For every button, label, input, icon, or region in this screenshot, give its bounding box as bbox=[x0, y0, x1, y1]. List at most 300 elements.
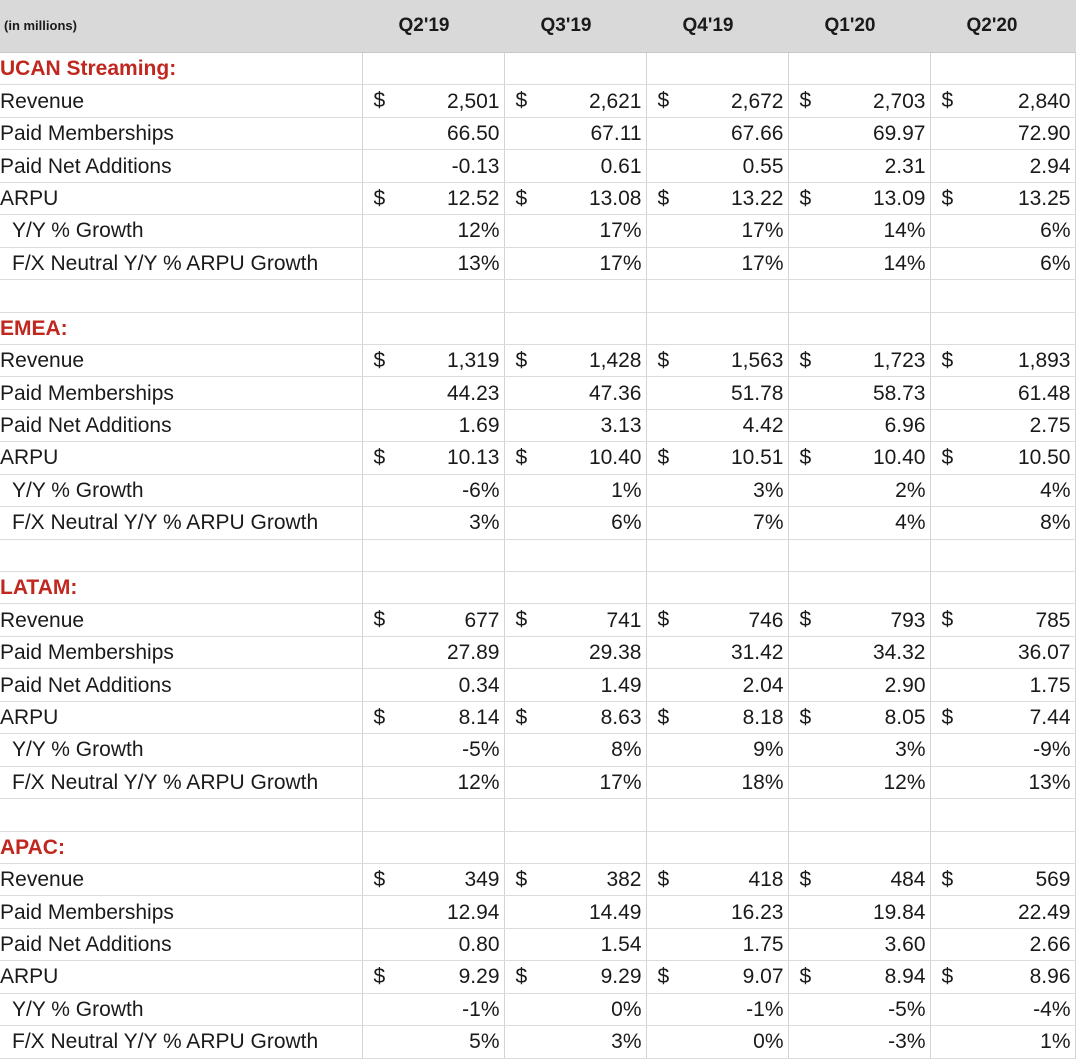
cell-value: 44.23 bbox=[446, 381, 500, 405]
cell-value: 785 bbox=[1035, 608, 1071, 632]
value-cell bbox=[930, 247, 1075, 279]
cell-value: 10.51 bbox=[730, 446, 784, 470]
cell-value: 2,840 bbox=[1017, 89, 1071, 113]
currency-symbol: $ bbox=[657, 348, 670, 372]
spacer-row bbox=[0, 280, 1075, 312]
value-cell bbox=[362, 604, 504, 636]
cell-value: 8.14 bbox=[458, 705, 500, 729]
currency-symbol: $ bbox=[799, 446, 812, 470]
cell-value: 0.61 bbox=[600, 154, 642, 178]
value-cell bbox=[362, 896, 504, 928]
cell-value: 14% bbox=[883, 251, 926, 275]
table-row bbox=[0, 928, 1075, 960]
value-cell bbox=[362, 961, 504, 993]
cell-value: 418 bbox=[748, 868, 784, 892]
table-row bbox=[0, 863, 1075, 895]
value-cell bbox=[362, 507, 504, 539]
value-cell bbox=[788, 117, 930, 149]
value-cell bbox=[930, 85, 1075, 117]
currency-symbol: $ bbox=[799, 348, 812, 372]
value-cell bbox=[362, 442, 504, 474]
value-cell bbox=[788, 604, 930, 636]
value-cell bbox=[362, 247, 504, 279]
row-label: Paid Net Additions bbox=[0, 150, 362, 182]
cell-value: 2.31 bbox=[884, 154, 926, 178]
cell-value: 61.48 bbox=[1017, 381, 1071, 405]
cell-value: 4.42 bbox=[742, 414, 784, 438]
cell-value: 58.73 bbox=[872, 381, 926, 405]
value-cell bbox=[788, 150, 930, 182]
row-label: F/X Neutral Y/Y % ARPU Growth bbox=[0, 247, 362, 279]
empty-cell bbox=[930, 831, 1075, 863]
currency-symbol: $ bbox=[941, 186, 954, 210]
cell-value: 10.40 bbox=[588, 446, 642, 470]
empty-cell bbox=[0, 539, 362, 571]
cell-value: 10.50 bbox=[1017, 446, 1071, 470]
value-cell bbox=[788, 85, 930, 117]
cell-value: 17% bbox=[599, 219, 642, 243]
currency-symbol: $ bbox=[941, 965, 954, 989]
cell-value: 22.49 bbox=[1017, 900, 1071, 924]
cell-value: 3% bbox=[611, 1030, 642, 1054]
row-label: Y/Y % Growth bbox=[0, 993, 362, 1025]
currency-symbol: $ bbox=[515, 446, 528, 470]
table-row bbox=[0, 701, 1075, 733]
value-cell bbox=[930, 474, 1075, 506]
value-cell bbox=[504, 247, 646, 279]
value-cell bbox=[788, 409, 930, 441]
table-row bbox=[0, 636, 1075, 668]
section-title: EMEA: bbox=[0, 312, 362, 344]
empty-cell bbox=[646, 53, 788, 85]
value-cell bbox=[788, 442, 930, 474]
cell-value: 1% bbox=[611, 478, 642, 502]
cell-value: 0% bbox=[753, 1030, 784, 1054]
cell-value: 17% bbox=[599, 770, 642, 794]
value-cell bbox=[504, 701, 646, 733]
row-label: ARPU bbox=[0, 442, 362, 474]
cell-value: 7% bbox=[753, 511, 784, 535]
empty-cell bbox=[362, 312, 504, 344]
value-cell bbox=[646, 85, 788, 117]
value-cell bbox=[646, 150, 788, 182]
cell-value: 17% bbox=[741, 219, 784, 243]
cell-value: 569 bbox=[1035, 868, 1071, 892]
value-cell bbox=[362, 1026, 504, 1058]
value-cell bbox=[930, 150, 1075, 182]
cell-value: 2.94 bbox=[1029, 154, 1071, 178]
column-header-q2-19: Q2'19 bbox=[362, 0, 504, 53]
row-label: F/X Neutral Y/Y % ARPU Growth bbox=[0, 766, 362, 798]
value-cell bbox=[504, 928, 646, 960]
value-cell bbox=[788, 1026, 930, 1058]
value-cell bbox=[504, 669, 646, 701]
value-cell bbox=[788, 766, 930, 798]
value-cell bbox=[788, 734, 930, 766]
table-row bbox=[0, 896, 1075, 928]
empty-cell bbox=[930, 280, 1075, 312]
empty-cell bbox=[504, 280, 646, 312]
value-cell bbox=[646, 604, 788, 636]
value-cell bbox=[504, 636, 646, 668]
currency-symbol: $ bbox=[799, 705, 812, 729]
value-cell bbox=[504, 604, 646, 636]
cell-value: 12% bbox=[457, 770, 500, 794]
header-row bbox=[0, 0, 1075, 53]
currency-symbol: $ bbox=[373, 867, 386, 891]
cell-value: 1,563 bbox=[730, 349, 784, 373]
currency-symbol: $ bbox=[515, 348, 528, 372]
value-cell bbox=[646, 863, 788, 895]
currency-symbol: $ bbox=[657, 705, 670, 729]
cell-value: 9.29 bbox=[458, 965, 500, 989]
table-row bbox=[0, 344, 1075, 376]
cell-value: 484 bbox=[890, 868, 926, 892]
value-cell bbox=[788, 377, 930, 409]
row-label: Paid Memberships bbox=[0, 377, 362, 409]
empty-cell bbox=[930, 572, 1075, 604]
table-row bbox=[0, 215, 1075, 247]
value-cell bbox=[504, 993, 646, 1025]
cell-value: 4% bbox=[1040, 478, 1071, 502]
value-cell bbox=[930, 928, 1075, 960]
value-cell bbox=[504, 961, 646, 993]
cell-value: 12% bbox=[883, 770, 926, 794]
table-row bbox=[0, 604, 1075, 636]
value-cell bbox=[646, 507, 788, 539]
cell-value: -5% bbox=[888, 997, 926, 1021]
cell-value: 1,319 bbox=[446, 349, 500, 373]
cell-value: -9% bbox=[1033, 738, 1071, 762]
value-cell bbox=[788, 215, 930, 247]
value-cell bbox=[362, 215, 504, 247]
value-cell bbox=[362, 863, 504, 895]
value-cell bbox=[646, 117, 788, 149]
value-cell bbox=[362, 344, 504, 376]
currency-symbol: $ bbox=[515, 867, 528, 891]
value-cell bbox=[504, 182, 646, 214]
cell-value: 6% bbox=[1040, 251, 1071, 275]
empty-cell bbox=[930, 53, 1075, 85]
cell-value: 4% bbox=[895, 511, 926, 535]
column-header-q3-19: Q3'19 bbox=[504, 0, 646, 53]
row-label: Y/Y % Growth bbox=[0, 734, 362, 766]
row-label: Revenue bbox=[0, 85, 362, 117]
value-cell bbox=[930, 863, 1075, 895]
cell-value: 47.36 bbox=[588, 381, 642, 405]
value-cell bbox=[930, 215, 1075, 247]
empty-cell bbox=[788, 799, 930, 831]
cell-value: 12.52 bbox=[446, 186, 500, 210]
row-label: ARPU bbox=[0, 182, 362, 214]
cell-value: 3.13 bbox=[600, 414, 642, 438]
empty-cell bbox=[930, 539, 1075, 571]
cell-value: 17% bbox=[741, 251, 784, 275]
value-cell bbox=[930, 961, 1075, 993]
empty-cell bbox=[504, 799, 646, 831]
currency-symbol: $ bbox=[515, 89, 528, 113]
section-title: UCAN Streaming: bbox=[0, 53, 362, 85]
cell-value: 1,428 bbox=[588, 349, 642, 373]
cell-value: 8% bbox=[611, 738, 642, 762]
row-label: F/X Neutral Y/Y % ARPU Growth bbox=[0, 1026, 362, 1058]
row-label: Revenue bbox=[0, 344, 362, 376]
currency-symbol: $ bbox=[373, 608, 386, 632]
cell-value: 349 bbox=[464, 868, 500, 892]
currency-symbol: $ bbox=[799, 608, 812, 632]
cell-value: 27.89 bbox=[446, 641, 500, 665]
value-cell bbox=[362, 734, 504, 766]
cell-value: 13% bbox=[1028, 770, 1071, 794]
currency-symbol: $ bbox=[373, 186, 386, 210]
cell-value: 9.29 bbox=[600, 965, 642, 989]
cell-value: 16.23 bbox=[730, 900, 784, 924]
cell-value: 1,893 bbox=[1017, 349, 1071, 373]
currency-symbol: $ bbox=[373, 446, 386, 470]
table-row bbox=[0, 377, 1075, 409]
row-label: Paid Memberships bbox=[0, 896, 362, 928]
spacer-row bbox=[0, 799, 1075, 831]
value-cell bbox=[788, 928, 930, 960]
cell-value: 8.18 bbox=[742, 705, 784, 729]
cell-value: -1% bbox=[462, 997, 500, 1021]
value-cell bbox=[504, 150, 646, 182]
cell-value: 3.60 bbox=[884, 933, 926, 957]
value-cell bbox=[930, 442, 1075, 474]
currency-symbol: $ bbox=[515, 186, 528, 210]
cell-value: 8.05 bbox=[884, 705, 926, 729]
cell-value: -5% bbox=[462, 738, 500, 762]
value-cell bbox=[646, 896, 788, 928]
units-label: (in millions) bbox=[0, 0, 362, 53]
cell-value: 3% bbox=[753, 478, 784, 502]
currency-symbol: $ bbox=[799, 186, 812, 210]
cell-value: 31.42 bbox=[730, 641, 784, 665]
cell-value: 3% bbox=[895, 738, 926, 762]
cell-value: -0.13 bbox=[451, 154, 500, 178]
currency-symbol: $ bbox=[941, 89, 954, 113]
cell-value: 17% bbox=[599, 251, 642, 275]
empty-cell bbox=[504, 53, 646, 85]
value-cell bbox=[504, 85, 646, 117]
value-cell bbox=[646, 474, 788, 506]
value-cell bbox=[646, 928, 788, 960]
empty-cell bbox=[788, 312, 930, 344]
empty-cell bbox=[788, 53, 930, 85]
cell-value: 34.32 bbox=[872, 641, 926, 665]
value-cell bbox=[646, 669, 788, 701]
empty-cell bbox=[504, 539, 646, 571]
value-cell bbox=[788, 507, 930, 539]
empty-cell bbox=[646, 312, 788, 344]
cell-value: 1,723 bbox=[872, 349, 926, 373]
currency-symbol: $ bbox=[657, 446, 670, 470]
section-row bbox=[0, 831, 1075, 863]
value-cell bbox=[362, 928, 504, 960]
cell-value: -3% bbox=[888, 1030, 926, 1054]
column-header-q4-19: Q4'19 bbox=[646, 0, 788, 53]
value-cell bbox=[362, 377, 504, 409]
value-cell bbox=[788, 474, 930, 506]
cell-value: 13% bbox=[457, 251, 500, 275]
cell-value: 0.80 bbox=[458, 933, 500, 957]
value-cell bbox=[362, 636, 504, 668]
empty-cell bbox=[504, 831, 646, 863]
row-label: Paid Net Additions bbox=[0, 928, 362, 960]
table-row bbox=[0, 117, 1075, 149]
value-cell bbox=[504, 734, 646, 766]
value-cell bbox=[646, 442, 788, 474]
value-cell bbox=[646, 961, 788, 993]
cell-value: 2% bbox=[895, 478, 926, 502]
cell-value: 2,703 bbox=[872, 89, 926, 113]
table-body bbox=[0, 53, 1075, 1059]
empty-cell bbox=[646, 280, 788, 312]
cell-value: 793 bbox=[890, 608, 926, 632]
cell-value: 677 bbox=[464, 608, 500, 632]
value-cell bbox=[504, 766, 646, 798]
value-cell bbox=[362, 117, 504, 149]
table-row bbox=[0, 85, 1075, 117]
cell-value: 29.38 bbox=[588, 641, 642, 665]
cell-value: 6% bbox=[611, 511, 642, 535]
table-row bbox=[0, 961, 1075, 993]
cell-value: 2.04 bbox=[742, 673, 784, 697]
value-cell bbox=[930, 636, 1075, 668]
spacer-row bbox=[0, 539, 1075, 571]
cell-value: 13.25 bbox=[1017, 186, 1071, 210]
cell-value: 67.11 bbox=[590, 122, 642, 146]
value-cell bbox=[362, 701, 504, 733]
cell-value: 69.97 bbox=[872, 122, 926, 146]
value-cell bbox=[646, 182, 788, 214]
value-cell bbox=[504, 344, 646, 376]
empty-cell bbox=[646, 831, 788, 863]
currency-symbol: $ bbox=[941, 705, 954, 729]
row-label: Y/Y % Growth bbox=[0, 474, 362, 506]
value-cell bbox=[930, 734, 1075, 766]
cell-value: 67.66 bbox=[730, 122, 784, 146]
value-cell bbox=[646, 247, 788, 279]
empty-cell bbox=[646, 799, 788, 831]
column-header-q1-20: Q1'20 bbox=[788, 0, 930, 53]
value-cell bbox=[646, 766, 788, 798]
cell-value: 19.84 bbox=[872, 900, 926, 924]
table-row bbox=[0, 669, 1075, 701]
value-cell bbox=[646, 215, 788, 247]
currency-symbol: $ bbox=[657, 89, 670, 113]
currency-symbol: $ bbox=[941, 348, 954, 372]
value-cell bbox=[930, 344, 1075, 376]
cell-value: 6% bbox=[1040, 219, 1071, 243]
cell-value: 1.75 bbox=[742, 933, 784, 957]
cell-value: 1% bbox=[1040, 1030, 1071, 1054]
cell-value: 2,672 bbox=[730, 89, 784, 113]
value-cell bbox=[504, 117, 646, 149]
value-cell bbox=[362, 150, 504, 182]
section-row bbox=[0, 312, 1075, 344]
section-row bbox=[0, 572, 1075, 604]
row-label: ARPU bbox=[0, 701, 362, 733]
value-cell bbox=[504, 507, 646, 539]
cell-value: 0.55 bbox=[742, 154, 784, 178]
cell-value: 2,501 bbox=[446, 89, 500, 113]
cell-value: 6.96 bbox=[884, 414, 926, 438]
value-cell bbox=[362, 182, 504, 214]
cell-value: 13.22 bbox=[730, 186, 784, 210]
cell-value: 746 bbox=[748, 608, 784, 632]
value-cell bbox=[930, 1026, 1075, 1058]
cell-value: 51.78 bbox=[730, 381, 784, 405]
value-cell bbox=[788, 636, 930, 668]
cell-value: 36.07 bbox=[1017, 641, 1071, 665]
currency-symbol: $ bbox=[941, 608, 954, 632]
value-cell bbox=[646, 377, 788, 409]
cell-value: 2.75 bbox=[1029, 414, 1071, 438]
value-cell bbox=[788, 896, 930, 928]
value-cell bbox=[504, 896, 646, 928]
value-cell bbox=[930, 701, 1075, 733]
cell-value: -6% bbox=[462, 478, 500, 502]
cell-value: 8.96 bbox=[1029, 965, 1071, 989]
cell-value: 14% bbox=[883, 219, 926, 243]
empty-cell bbox=[930, 799, 1075, 831]
empty-cell bbox=[504, 572, 646, 604]
cell-value: 1.49 bbox=[600, 673, 642, 697]
row-label: Paid Net Additions bbox=[0, 669, 362, 701]
row-label: Y/Y % Growth bbox=[0, 215, 362, 247]
currency-symbol: $ bbox=[373, 965, 386, 989]
value-cell bbox=[362, 474, 504, 506]
value-cell bbox=[504, 1026, 646, 1058]
cell-value: 72.90 bbox=[1017, 122, 1071, 146]
value-cell bbox=[646, 1026, 788, 1058]
value-cell bbox=[646, 701, 788, 733]
cell-value: 7.44 bbox=[1029, 705, 1071, 729]
row-label: Revenue bbox=[0, 604, 362, 636]
empty-cell bbox=[362, 799, 504, 831]
currency-symbol: $ bbox=[941, 446, 954, 470]
cell-value: 8.94 bbox=[884, 965, 926, 989]
cell-value: 741 bbox=[606, 608, 642, 632]
value-cell bbox=[930, 766, 1075, 798]
value-cell bbox=[930, 182, 1075, 214]
table-row bbox=[0, 474, 1075, 506]
value-cell bbox=[504, 377, 646, 409]
value-cell bbox=[788, 182, 930, 214]
value-cell bbox=[788, 669, 930, 701]
cell-value: 2.66 bbox=[1029, 933, 1071, 957]
currency-symbol: $ bbox=[941, 867, 954, 891]
value-cell bbox=[646, 734, 788, 766]
cell-value: 2,621 bbox=[588, 89, 642, 113]
value-cell bbox=[504, 409, 646, 441]
empty-cell bbox=[362, 280, 504, 312]
empty-cell bbox=[788, 572, 930, 604]
value-cell bbox=[362, 766, 504, 798]
table-row bbox=[0, 247, 1075, 279]
row-label: ARPU bbox=[0, 961, 362, 993]
value-cell bbox=[930, 117, 1075, 149]
currency-symbol: $ bbox=[515, 705, 528, 729]
empty-cell bbox=[646, 539, 788, 571]
currency-symbol: $ bbox=[515, 608, 528, 632]
value-cell bbox=[362, 669, 504, 701]
value-cell bbox=[930, 604, 1075, 636]
row-label: Paid Net Additions bbox=[0, 409, 362, 441]
cell-value: 8% bbox=[1040, 511, 1071, 535]
value-cell bbox=[788, 247, 930, 279]
